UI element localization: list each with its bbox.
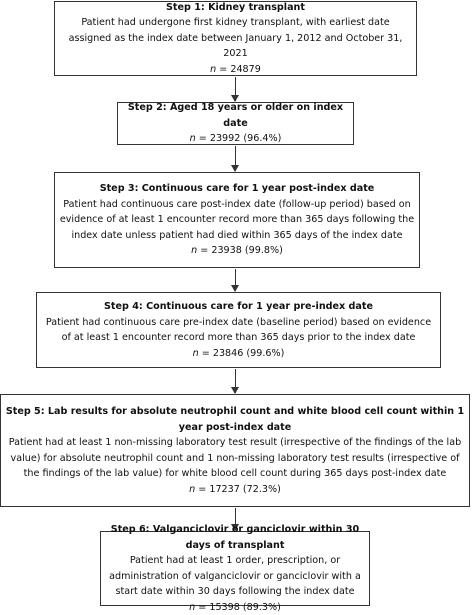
step-2-count-value: = 23992 (96.4%) [199,133,282,144]
step-4-count-value: = 23846 (99.6%) [202,348,285,359]
step-6-title: Step 6: Valganciclovir or ganciclovir within 30 days of transplant [105,522,365,553]
step-3-title: Step 3: Continuous care for 1 year post-index date [59,181,415,197]
step-5-description: Patient had at least 1 non-missing laboratory test result (irrespective of the findings of the lab value) for absolute neutrophil count and 1 non-missing laboratory test results (irrespective of the findings of the lab value) for white blood cell count during 365 days post-index date [5,435,465,482]
arrow-down-icon [235,77,236,101]
step-4-title: Step 4: Continuous care for 1 year pre-index date [41,299,436,315]
step-1-count [59,62,412,78]
step-3-count [59,243,415,259]
step-1-count-value: = 24879 [219,64,261,75]
step-5-box [0,394,470,507]
step-2-count [122,131,349,147]
step-6-count [105,600,365,615]
step-2-n-label: n [190,133,196,144]
step-6-count-value: = 15398 (89.3%) [198,602,281,613]
step-5-n-label: n [189,484,195,495]
step-3-description: Patient had continuous care post-index date (follow-up period) based on evidence of at least 1 encounter record more than 365 days following the index date unless patient had died within 365 days of the index date [59,197,415,244]
step-6-n-label: n [189,602,195,613]
step-1-title: Step 1: Kidney transplant [59,0,412,15]
step-5-count-value: = 17237 (72.3%) [198,484,281,495]
step-3-count-value: = 23938 (99.8%) [200,245,283,256]
arrow-down-icon [235,146,236,171]
arrow-down-icon [235,269,236,291]
step-1-description: Patient had undergone first kidney transplant, with earliest date assigned as the index date between January 1, 2012 and October 31, 2021 [59,15,412,62]
step-4-box [36,292,441,368]
step-6-description: Patient had at least 1 order, prescription, or administration of valganciclovir or ganciclovir with a start date within 30 days following the index date [105,553,365,600]
step-6-box [100,531,370,606]
step-4-count [41,346,436,362]
step-5-title: Step 5: Lab results for absolute neutrophil count and white blood cell count within 1 year post-index date [5,404,465,435]
step-1-n-label: n [210,64,216,75]
step-3-box [54,172,420,268]
step-2-box [117,102,354,145]
step-5-count [5,482,465,498]
step-4-description: Patient had continuous care pre-index date (baseline period) based on evidence of at least 1 encounter record more than 365 days prior to the index date [41,315,436,346]
arrow-down-icon [235,369,236,393]
step-1-box [54,1,417,76]
step-4-n-label: n [193,348,199,359]
step-3-n-label: n [191,245,197,256]
step-2-title: Step 2: Aged 18 years or older on index date [122,100,349,131]
